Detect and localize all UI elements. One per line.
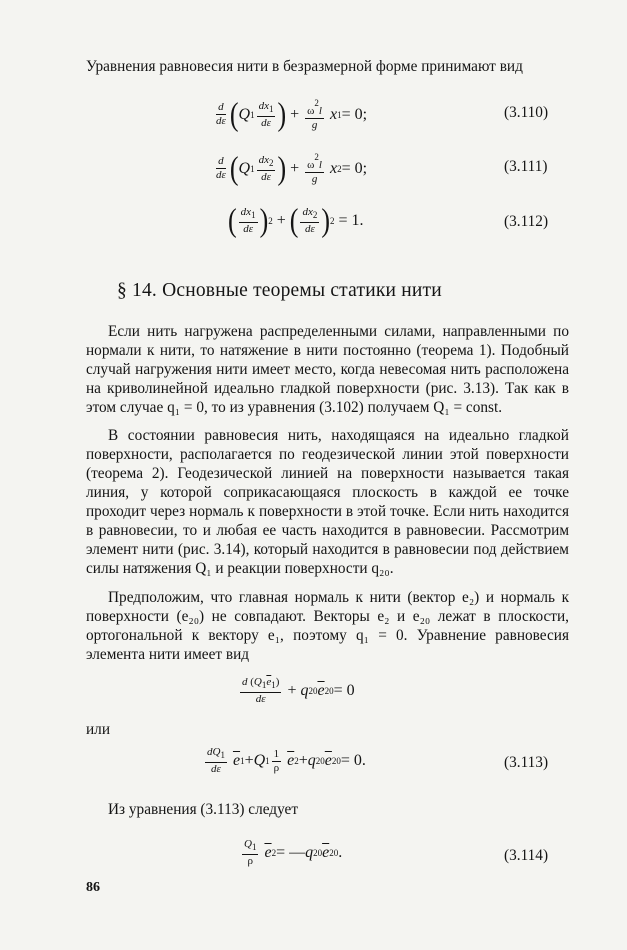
- equation-3-114: $\frac{Q_1}{\rho}$ $\overline{e}$ 2 = — q 20 $\overline{e}$ 20 .: [244, 838, 343, 867]
- equation-number: (3.110): [504, 104, 549, 121]
- or-word: или: [86, 721, 111, 738]
- equation-number: (3.114): [504, 847, 549, 864]
- equation-3-110: $\frac{d}{d\varepsilon}$ ( Q 1 $\frac{dx_1}{d\varepsilon}$ ) + $\frac{\omega^2l}{g}$ x 1 = 0;: [216, 95, 368, 132]
- intro-text: Уравнения равновесия нити в безразмерной форме принимают вид: [86, 58, 523, 75]
- equation-number: (3.111): [504, 158, 548, 175]
- equation-3-112: ( $\frac{dx_1}{d\varepsilon}$ ) 2 + ( $\frac{dx_2}{d\varepsilon}$ ) 2 = 1.: [228, 202, 364, 239]
- page-number: 86: [86, 880, 100, 895]
- follows-text: Из уравнения (3.113) следует: [108, 801, 299, 818]
- equation-number: (3.112): [504, 213, 549, 230]
- equation-3-111: $\frac{d}{d\varepsilon}$ ( Q 1 $\frac{dx_2}{d\varepsilon}$ ) + $\frac{\omega^2l}{g}$ x 2 = 0;: [216, 149, 368, 186]
- paragraph-3: Предположим, что главная нормаль к нити (вектор e₂) и нормаль к поверхности (e₂₀) не совпадают. Векторы e₂ и e₂₀ лежат в плоскости, ортогональной к вектору e₁, поэтому q₁ = 0. Уравнение равновесия элемента нити имеет вид: [86, 589, 569, 663]
- section-heading: § 14. Основные теоремы статики нити: [117, 280, 442, 301]
- equation-unnumbered: $\frac{d (Q_1\overline{e}_1)}{d\varepsilon}$ + q 20 $\overline{e}$ 20 = 0: [242, 676, 355, 705]
- paragraph-2: В состоянии равновесия нить, находящаяся на идеально гладкой поверхности, располагается по геодезической линии этой поверхности (теорема 2). Геодезической линией на поверхности называется такая линия, у которой соприкасающаяся плоскость в каждой ее точке проходит через нормаль к поверхности в этой точке. Если нить находится в равновесии, то и любая ее часть находится в равновесии. Рассмотрим элемент нити (рис. 3.14), который находится в равновесии под действием силы натяжения Q₁ и реакции поверхности q₂₀.: [86, 427, 569, 577]
- paragraph-1: Если нить нагружена распределенными силами, направленными по нормали к нити, то натяжение в нити постоянно (теорема 1). Подобный случай нагружения нити имеет место, когда невесомая нить расположена на криволинейной идеально гладкой поверхности (рис. 3.13). Так как в этом случае q₁ = 0, то из уравнения (3.102) получаем Q₁ = const.: [86, 323, 569, 416]
- equation-3-113: $\frac{dQ_1}{d\varepsilon}$ $\overline{e}$ 1 + Q 1 $\frac{1}{\rho}$ $\overline{e}$ 2 + q 20 $\overline{e}$ 20 = 0.: [207, 746, 366, 775]
- equation-number: (3.113): [504, 754, 549, 771]
